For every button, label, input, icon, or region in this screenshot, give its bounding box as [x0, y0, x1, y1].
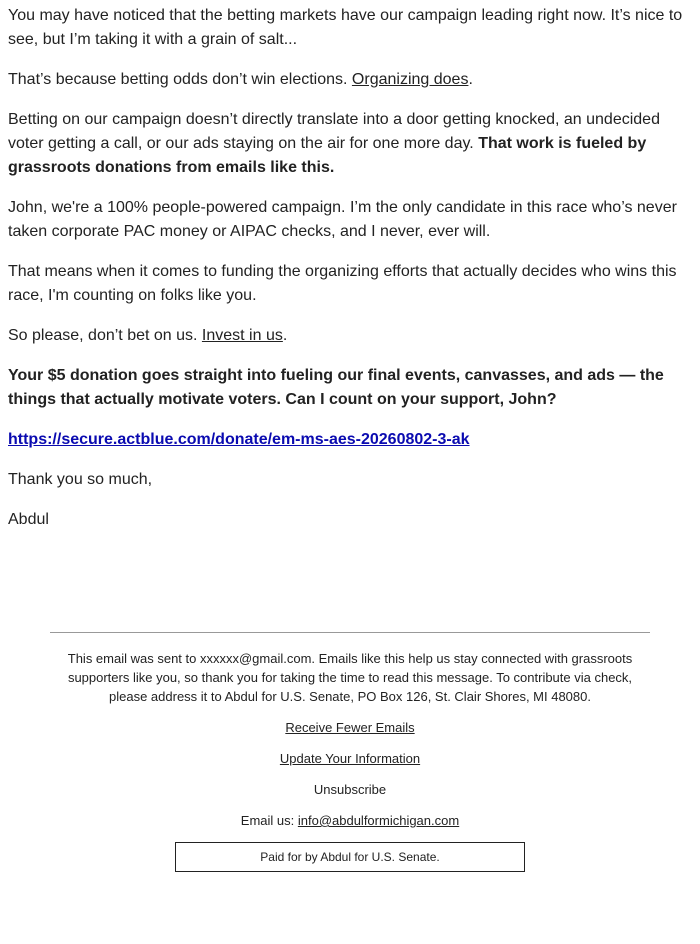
paragraph-grassroots: [8, 108, 692, 180]
email-footer: [50, 632, 650, 872]
paragraph-text: Betting on our campaign doesn’t directly translate into a door getting knocked, an undecided voter getting a call, or our ads staying on the air for one more day.: [8, 111, 660, 152]
invest-in-us-link[interactable]: Invest in us: [201, 327, 283, 344]
signature: Abdul: [8, 511, 49, 528]
paragraph-donation-ask: [8, 364, 692, 412]
footer-item: [50, 749, 650, 768]
paragraph-counting-on-you: That means when it comes to funding the organizing efforts that actually decides who wins this race, I'm counting on folks like you.: [8, 263, 677, 304]
email-label: Email us:: [240, 813, 298, 828]
paragraph-text: So please, don’t bet on us.: [8, 327, 202, 344]
paid-for-box: Paid for by Abdul for U.S. Senate.: [175, 842, 525, 872]
footer-item: [50, 718, 650, 737]
paragraph-text: .: [468, 71, 473, 88]
footer-email: [50, 811, 650, 830]
paragraph-text: .: [282, 327, 288, 344]
footer-disclaimer: This email was sent to xxxxxx@gmail.com. Emails like this help us stay connected with grassroots supporters like you, so thank you for taking the time to read this message. To contribute via check, please address it to Abdul for U.S. Senate, PO Box 126, St. Clair Shores, MI 48080.: [67, 651, 633, 704]
update-information-link[interactable]: Update Your Information: [279, 751, 421, 766]
unsubscribe-text: Unsubscribe: [313, 782, 387, 797]
bold-text: Your $5 donation goes straight into fueling our final events, canvasses, and ads — the things that actually motivate voters. Can I count on your support, John?: [8, 367, 664, 408]
paragraph-people-powered: John, we're a 100% people-powered campaign. I’m the only candidate in this race who’s never taken corporate PAC money or AIPAC checks, and I never, ever will.: [8, 199, 677, 240]
paragraph-donate-link: [8, 428, 692, 452]
bold-text: That work is fueled by grassroots donations from emails like this.: [8, 135, 647, 176]
paragraph-text: That’s because betting odds don’t win elections.: [8, 71, 352, 88]
paragraph-organizing: [8, 68, 692, 92]
contact-email-link[interactable]: info@abdulformichigan.com: [297, 813, 460, 828]
organizing-does-link[interactable]: Organizing does: [351, 71, 469, 88]
paragraph-betting-markets: You may have noticed that the betting markets have our campaign leading right now. It’s nice to see, but I’m taking it with a grain of salt...: [8, 7, 683, 48]
paragraph-invest: [8, 324, 692, 348]
donate-link[interactable]: https://secure.actblue.com/donate/em-ms-aes-20260802-3-ak: [8, 431, 470, 448]
paragraph-thank-you: Thank you so much,: [8, 471, 153, 488]
receive-fewer-emails-link[interactable]: Receive Fewer Emails: [285, 720, 415, 735]
